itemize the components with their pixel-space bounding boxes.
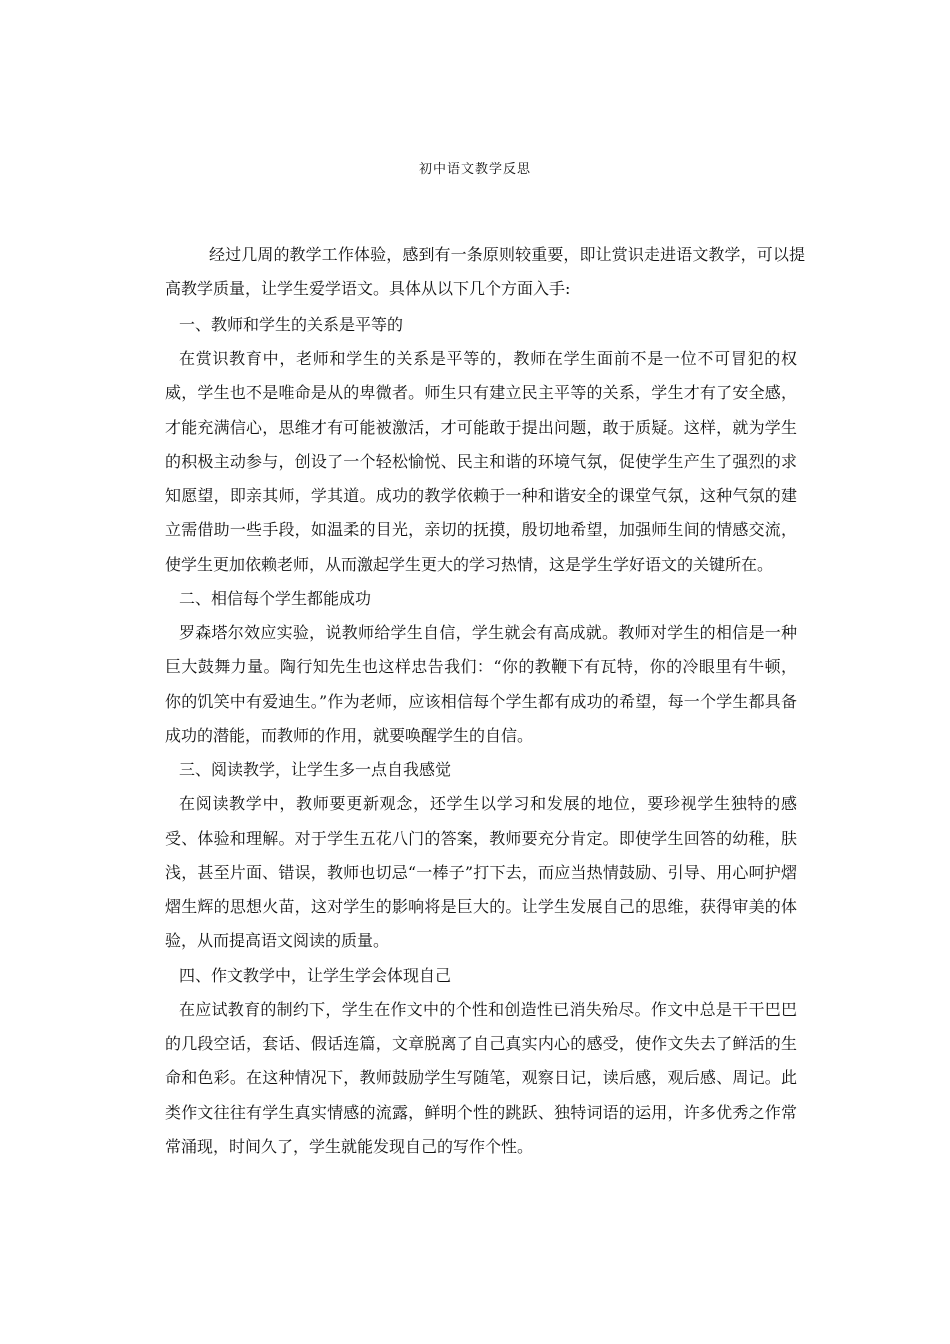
section-writing-teaching [165, 959, 797, 1164]
section-paragraph: 在赏识教育中，老师和学生的关系是平等的，教师在学生面前不是一位不可冒犯的权威，学生也不是唯命是从的卑微者。师生只有建立民主平等的关系，学生才有了安全感，才能充满信心，思维才有可能被激活，才可能敢于提出问题，敢于质疑。这样，就为学生的积极主动参与，创设了一个轻松愉悦、民主和谐的环境气氛，促使学生产生了强烈的求知愿望，即亲其师，学其道。成功的教学依赖于一种和谐安全的课堂气氛，这种气氛的建立需借助一些手段，如温柔的目光，亲切的抚摸，殷切地希望，加强师生间的情感交流，使学生更加依赖老师，从而激起学生更大的学习热情，这是学生学好语文的关键所在。 [165, 349, 797, 574]
document-body [165, 308, 797, 1164]
section-heading: 三、阅读教学，让学生多一点自我感觉 [179, 760, 452, 780]
section-believe-every-student [165, 582, 797, 753]
section-paragraph: 在阅读教学中，教师要更新观念，还学生以学习和发展的地位，要珍视学生独特的感受、体验和理解。对于学生五花八门的答案，教师要充分肯定。即使学生回答的幼稚，肤浅，甚至片面、错误，教师也切忌“一棒子”打下去，而应当热情鼓励、引导、用心呵护熠熠生辉的思想火苗，这对学生的影响将是巨大的。让学生发展自己的思维，获得审美的体验，从而提高语文阅读的质量。 [165, 794, 797, 951]
section-reading-teaching [165, 753, 797, 958]
document-title: 初中语文教学反思 [418, 162, 531, 177]
section-paragraph: 罗森塔尔效应实验，说教师给学生自信，学生就会有高成就。教师对学生的相信是一种巨大鼓舞力量。陶行知先生也这样忠告我们：“你的教鞭下有瓦特，你的冷眼里有牛顿，你的饥笑中有爱迪生。”作为老师，应该相信每个学生都有成功的希望，每一个学生都具备成功的潜能，而教师的作用，就要唤醒学生的自信。 [165, 623, 797, 745]
intro-paragraph: 经过几周的教学工作体验，感到有一条原则较重要，即让赏识走进语文教学，可以提高教学质量，让学生爱学语文。具体从以下几个方面入手: [165, 245, 805, 298]
section-heading: 一、教师和学生的关系是平等的 [179, 315, 404, 334]
section-teacher-student-relationship [165, 308, 797, 582]
section-heading: 四、作文教学中，让学生学会体现自己 [179, 965, 452, 985]
section-paragraph: 在应试教育的制约下，学生在作文中的个性和创造性已消失殆尽。作文中总是干干巴巴的几段空话，套话、假话连篇，文章脱离了自己真实内心的感受，使作文失去了鲜活的生命和色彩。在这种情况下，教师鼓励学生写随笔，观察日记，读后感，观后感、周记。此类作文往往有学生真实情感的流露，鲜明个性的跳跃、独特词语的运用，许多优秀之作常常涌现，时间久了，学生就能发现自己的写作个性。 [165, 999, 797, 1156]
section-heading: 二、相信每个学生都能成功 [179, 589, 372, 609]
